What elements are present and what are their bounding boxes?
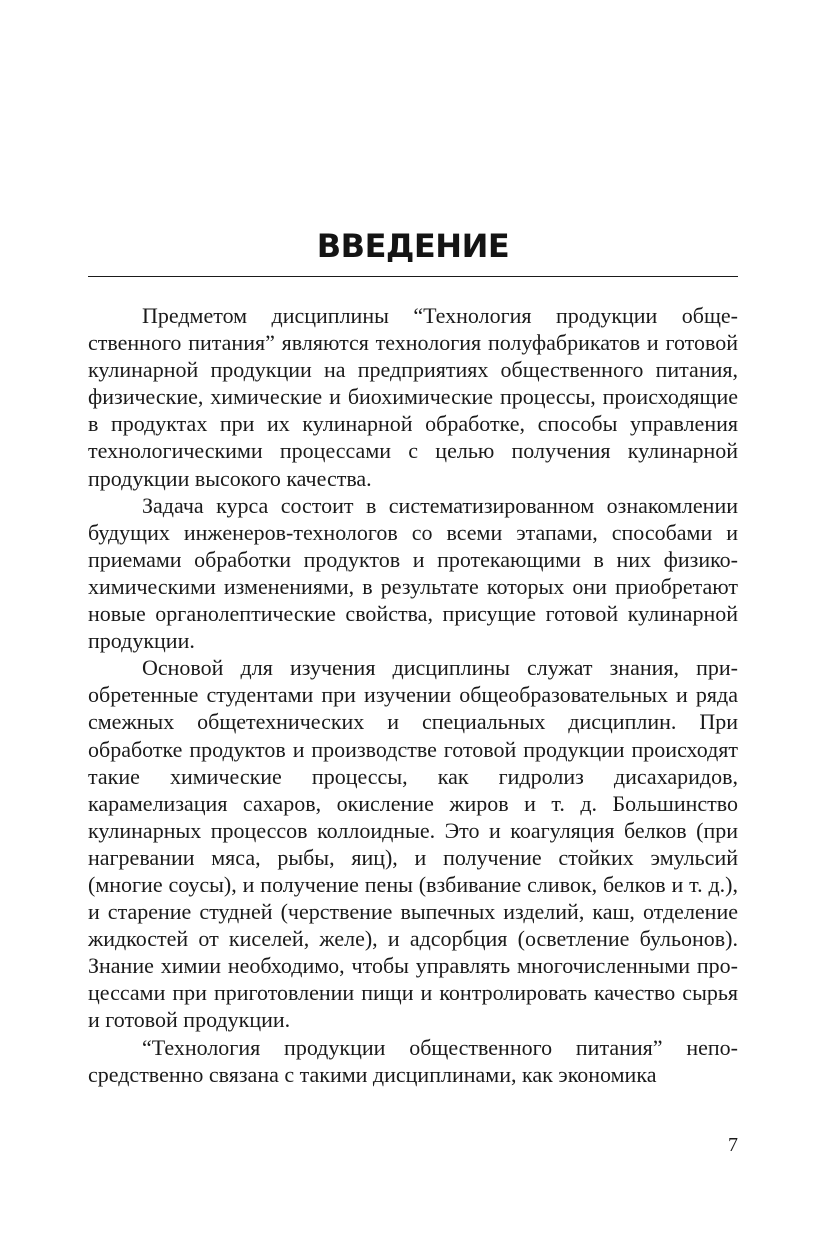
paragraph-2: Задача курса состоит в систематизированном ознакомлении будущих инженеров-технологов со всеми этапами, способами и приемами обработки продуктов и протекающими в них физико-химическими изменениями, в результате которых они приобретают новые органолептические свойства, присущие готовой кулинарной продукции. [88,492,738,654]
heading-underline [88,276,738,277]
paragraph-4: “Технология продукции общественного питания” непосредственно связана с такими дисциплинами, как экономика [88,1034,738,1087]
page-number: 7 [728,1134,738,1156]
chapter-body [88,302,738,1088]
chapter-heading: ВВЕДЕНИЕ [316,227,510,265]
paragraph-3: Основой для изучения дисциплины служат знания, приобретенные студентами при изучении общеобразовательных и ряда смежных общетехнических и специальных дисциплин. При обработке продуктов и производстве готовой продукции происходят такие химические процессы, как гидролиз дисахаридов, карамелизация сахаров, окисление жиров и т. д. Большинство кулинарных процессов коллоидные. Это и коагуляция белков (при нагревании мяса, рыбы, яиц), и получение стойких эмульсий (многие соусы), и получение пены (взбивание сливок, белков и т. д.), и старение студней (черствение выпечных изделий, каш, отделение жидкостей от киселей, желе), и адсорбция (осветление бульонов). Знание химии необходимо, чтобы управлять многочисленными процессами при приготовлении пищи и контролировать качество сырья и готовой продукции. [88,655,738,1033]
paragraph-1: Предметом дисциплины “Технология продукции общественного питания” являются технология полуфабрикатов и готовой кулинарной продукции на предприятиях общественного питания, физические, химические и биохимические процессы, происходящие в продуктах при их кулинарной обработке, способы управления технологическими процессами с целью получения кулинарной продукции высокого качества. [88,303,738,491]
